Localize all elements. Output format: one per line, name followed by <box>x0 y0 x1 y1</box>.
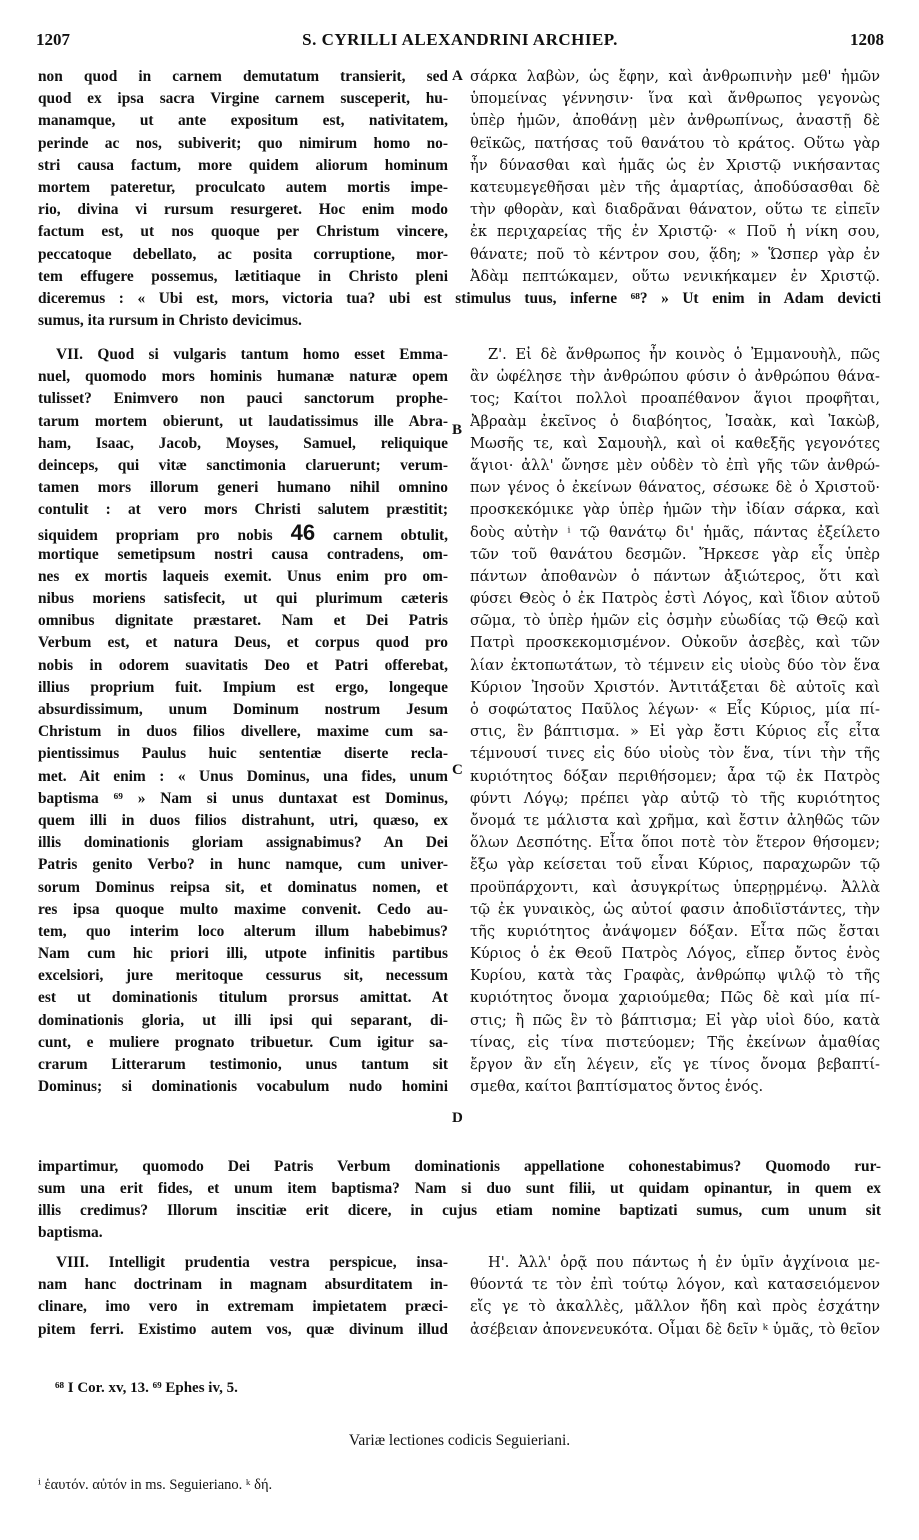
text-line: tem, quo interim loco alterum illum habebimus? <box>38 922 448 940</box>
text-line: sorum Dominus reipsa sit, et dominatus nomen, et <box>38 878 448 896</box>
text-line: ὁ σοφώτατος Παῦλος λέγων· « Εἷς Κύριος, μία πί- <box>470 701 880 718</box>
text-line: contulit : at vero mors Christi salutem præstitit; <box>38 501 448 519</box>
text-line: Κύριον Ἰησοῦν Χριστόν. Ἀντιτάξεται δὲ αὐτοῖς καὶ <box>470 678 880 696</box>
text-line: nuel, quomodo mors hominis humanæ naturæ opem <box>38 368 448 386</box>
text-line: mortem pateretur, proculcato autem mortis impe- <box>38 178 448 196</box>
text-line: Christum in duos filios divellere, maxime cum sa- <box>38 723 448 741</box>
text-line: pientissimus Paulus huic sententiæ diserte recla- <box>38 745 448 763</box>
text-line: Η'. Ἀλλ' ὁρᾷ που πάντως ἡ ἐν ὑμῖν ἀγχίνοια με- <box>488 1254 880 1271</box>
text-line: Πατρὶ προσκεκομισμένον. Οὐκοῦν ἀσεβὲς, καὶ τῶν <box>470 634 880 652</box>
text-line: crarum Litterarum testimonio, unus tantum sit <box>38 1056 448 1073</box>
text-line: ὑπὲρ ἡμῶν, ἀποθάνῃ μὲν ἀνθρωπίνως, ἀναστῇ δὲ <box>470 112 880 130</box>
text-line: excelsiori, jure meritoque cessurus sit, necessum <box>38 967 448 985</box>
text-line: quod ex ipsa sacra Virgine carnem susceperit, hu- <box>38 90 448 108</box>
latin-column-3 <box>38 1252 448 1341</box>
text-line: tem effugere possemus, lætitiaque in Christo pleni <box>38 267 448 285</box>
greek-column-2 <box>470 344 880 1098</box>
margin-mark-b: B <box>452 422 463 438</box>
text-line: Nam cum hic priori illi, utpote infinitis partibus <box>38 945 448 963</box>
text-line: Dominus; si dominationis vocabulum nudo homini <box>38 1078 448 1096</box>
text-line: ὑπομείνας γέννησιν· ἵνα καὶ ἄνθρωπος γεγονὼς <box>470 90 880 108</box>
text-line: clinare, imo vero in extremam impietatem præci- <box>38 1298 448 1316</box>
text-line: Κυρίου, κατὰ τὰς Γραφὰς, ἀνθρώπῳ ψιλῷ τὸ τῆς <box>470 967 880 985</box>
text-line: ἔργον ἂν εἴη λέγειν, εἴς γε τίνος ὄνομα βεβαπτί- <box>470 1056 880 1073</box>
text-line: pitem ferri. Existimo autem vos, quæ divinum illud <box>38 1320 448 1338</box>
text-line: baptisma ⁶⁹ » Nam si unus duntaxat est Dominus, <box>38 789 448 807</box>
text-line: nam hanc doctrinam in magnam absurditatem in- <box>38 1276 448 1294</box>
text-line: baptisma. <box>38 1224 103 1241</box>
text-line: ham, Isaac, Jacob, Moyses, Samuel, reliquique <box>38 434 448 452</box>
text-line: tamen mors illorum generi humano nihil omnino <box>38 479 448 497</box>
text-line: θεϊκῶς, πατήσας τοῦ θανάτου τὸ κράτος. Οὕτω γὰρ <box>470 134 880 152</box>
text-line: sum una erit fides, et unum item baptisma? Nam si duo sunt filii, ut quidam opinantur, in quem ex <box>38 1180 881 1198</box>
text-line: φύντι Λόγῳ; πρέπει γὰρ αὐτῷ τὸ τῆς κυριότητος <box>470 789 880 807</box>
text-line: est ut dominationis titulum prorsus amittat. At <box>38 989 448 1007</box>
text-line: τίνας, εἰς τίνα πιστεύομεν; Τῆς ἐκείνων ἀμαθίας <box>470 1033 880 1051</box>
text-line: tarum mortem obierunt, ut laudatissimus ille Abra- <box>38 412 448 430</box>
text-line: κυριότητος δόξαν περιθήσομεν; ἆρα τῷ ἐκ Πατρὸς <box>470 767 880 785</box>
text-line: factum est, ut nos quoque per Christum vincere, <box>38 223 448 241</box>
latin-column-1 <box>38 66 448 288</box>
text-line: dominationis gloria, ut illi ipsi qui separant, di- <box>38 1011 448 1029</box>
text-line: illis dominationis gloriam assignabimus? An Dei <box>38 834 448 852</box>
greek-column-1 <box>470 66 880 288</box>
text-line: κυριότητος ὄνομα χαριούμεθα; Πῶς δὲ καὶ μία πί- <box>470 989 880 1007</box>
text-line: εἴς γε τὸ ἀκαλλὲς, μᾶλλον ἤδη καὶ πρὸς ἐσχάτην <box>470 1298 880 1316</box>
text-line: Ἀβραὰμ ἐκεῖνος ὁ διαβόητος, Ἰσαὰκ, καὶ Ἰακὼβ, <box>470 412 880 430</box>
margin-mark-d: D <box>452 1110 463 1126</box>
text-line: τὴν φθορὰν, καὶ διαδρᾶναι θάνατον, οὕτω τε εἰπεῖν <box>470 201 880 219</box>
text-line: diceremus : « Ubi est, mors, victoria tua? ubi est stimulus tuus, inferne ⁶⁸? » Ut enim in Adam devicti <box>38 290 881 307</box>
text-line: perinde ac nos, subiverit; quo nimirum homo no- <box>38 134 448 152</box>
text-line: nibus moriens satisfecit, ut qui plurimum cæteris <box>38 590 448 608</box>
full-width-line-1 <box>38 288 881 310</box>
footnotes: ⁶⁸ I Cor. xv, 13. ⁶⁹ Ephes iv, 5. <box>55 1380 238 1396</box>
text-line: προϋπάρχοντι, καὶ ἀσυγκρίτως ὑπερῃρμένῳ. Ἀλλὰ <box>470 878 880 896</box>
text-line: stri causa factum, more quidem aliorum hominum <box>38 156 448 174</box>
text-line: siquidem propriam pro nobis 46 carnem obtulit, <box>38 521 448 544</box>
text-line: sumus, ita rursum in Christo devicimus. <box>38 312 302 329</box>
text-line: τῆς κυριότητος ἀνάψομεν δόξαν. Εἶτα πῶς ἔσται <box>470 922 880 940</box>
margin-mark-c: C <box>452 762 463 778</box>
text-line: τῶν τοῦ θανάτου δεσμῶν. Ἤρκεσε γὰρ εἷς ὑπὲρ <box>470 545 880 563</box>
text-line: ἅγιοι· ἀλλ' ὤνησε μὲν οὐδὲν τὸ ἐπὶ γῆς τῶν ἀνθρώ- <box>470 456 880 474</box>
latin-column-2 <box>38 344 448 1098</box>
text-line: tulisset? Enimvero non pauci sanctorum prophe- <box>38 390 448 408</box>
text-line: peccatoque debellato, ac posita corruptione, mor- <box>38 245 448 263</box>
text-line: res ipsa quoque multo maxime convenit. Cedo au- <box>38 900 448 918</box>
text-line: nes ex mortis laqueis exemit. Unus enim pro om- <box>38 567 448 585</box>
margin-mark-a: A <box>452 68 463 84</box>
text-line: omnibus dignitate præstaret. Nam et Dei Patris <box>38 612 448 630</box>
text-line: τέμνουσί τινες εἰς δύο υἱοὺς τὸν ἕνα, τίνι τὴν τῆς <box>470 745 880 763</box>
text-line: ἦν δύνασθαι καὶ ἡμᾶς ὡς ἐν Χριστῷ νικήσαντας <box>470 156 880 174</box>
text-line: ἀσέβειαν ἀπονενευκότα. Οἶμαι δὲ δεῖν ᵏ ὑμᾶς, τὸ θεῖον <box>470 1320 880 1338</box>
text-line: Patris genito Verbo? in hunc namque, cum univer- <box>38 856 448 874</box>
text-line: met. Ait enim : « Unus Dominus, una fides, unum <box>38 767 448 785</box>
latin-column-1-end <box>38 310 448 332</box>
text-line: Ἀδὰμ πεπτώκαμεν, οὕτω νενικήκαμεν ἐν Χριστῷ. <box>470 267 880 285</box>
text-line: δοὺς αὐτὴν ⁱ τῷ θανάτῳ δι' ἡμᾶς, πάντας ἐξείλετο <box>470 523 880 541</box>
text-line: rio, divina vi rursum resurgeret. Hoc enim modo <box>38 201 448 219</box>
text-line: θάνατε; ποῦ τὸ κέντρον σου, ᾅδη; » Ὥσπερ γὰρ ἐν <box>470 245 880 263</box>
page-number-left: 1207 <box>36 30 70 49</box>
text-line: Μωσῆς τε, καὶ Σαμουὴλ, καὶ οἱ καθεξῆς γεγονότες <box>470 434 880 452</box>
text-line: VII. Quod si vulgaris tantum homo esset Emma- <box>56 346 448 363</box>
text-line: ἂν ὠφέλησε τὴν ἀνθρώπου φύσιν ὁ ἀνθρώπου θάνα- <box>470 368 880 386</box>
variae-lectiones-notes: ⁱ ἑαυτόν. αὐτόν in ms. Seguieriano. ᵏ δή. <box>38 1477 273 1493</box>
text-line: πων γένος ὁ ἐκείνων θάνατος, σέσωκε δὲ ὁ Χριστοῦ· <box>470 479 880 497</box>
text-line: σάρκα λαβὼν, ὡς ἔφην, καὶ ἀνθρωπινὴν μεθ' ἡμῶν <box>470 68 880 85</box>
column-page-marker: 46 <box>290 521 316 544</box>
text-line: mortique semetipsum nostri causa contradens, om- <box>38 545 448 563</box>
greek-column-3 <box>470 1252 880 1341</box>
text-line: quem illi in duos filios distrahunt, utri, quæso, ex <box>38 811 448 829</box>
text-line: στις; ἢ πῶς ἓν τὸ βάπτισμα; Εἰ γὰρ υἱοὶ δύο, κατὰ <box>470 1011 880 1029</box>
page-number-right: 1208 <box>850 30 884 49</box>
running-title: S. CYRILLI ALEXANDRINI ARCHIEP. <box>302 30 618 49</box>
variae-lectiones-heading: Variæ lectiones codicis Seguieriani. <box>348 1432 571 1449</box>
text-line: Verbum est, et natura Deus, et corpus quod pro <box>38 634 448 652</box>
text-line: cunt, e muliere prognato tribuetur. Cum igitur sa- <box>38 1033 448 1051</box>
text-line: τῷ ἐκ γυναικὸς, ὡς αὐτοί φασιν ἀποδιϊστάντες, τὴν <box>470 900 880 918</box>
text-line: non quod in carnem demutatum transierit, sed <box>38 68 448 85</box>
text-line: φύσει Θεὸς ὁ ἐκ Πατρὸς ἐστὶ Λόγος, καὶ ἴδιον αὐτοῦ <box>470 590 880 608</box>
text-line: illis credimus? Illorum inscitiæ erit dicere, in cujus etiam nomine baptizati sumus, cum unum sit <box>38 1202 881 1220</box>
text-line: θύοντά τε τὸν ἐπὶ τούτῳ λόγον, καὶ κατασειόμενον <box>470 1276 880 1294</box>
latin-column-2-end <box>38 1222 448 1244</box>
text-line: manamque, ut ante expositum est, nativitatem, <box>38 112 448 130</box>
text-line: τος; Καίτοι πολλοὶ προαπέθανον ἅγιοι προφῆται, <box>470 390 880 408</box>
text-line: nobis in odorem suavitatis Deo et Patri offerebat, <box>38 656 448 674</box>
page-header <box>36 30 884 54</box>
text-line: προσκεκόμικε γὰρ ὑπὲρ ἡμῶν τὴν ἰδίαν σάρκα, καὶ <box>470 501 880 519</box>
text-line: absurdissimum, unum Dominum nostrum Jesum <box>38 701 448 718</box>
text-line: VIII. Intelligit prudentia vestra perspicue, insa- <box>56 1254 448 1271</box>
text-line: κατευμεγεθῆσαι μὲν τῆς ἁμαρτίας, ἀποδύσασθαι δὲ <box>470 178 880 196</box>
text-line: λίαν ἐκτοπωτάτων, τὸ τέμνειν εἰς υἱοὺς δύο τὸν ἕνα <box>470 656 880 674</box>
full-width-block-2 <box>38 1156 881 1223</box>
text-line: σμεθα, καίτοι βαπτίσματος ὄντος ἑνός. <box>470 1078 764 1096</box>
text-line: Κύριος ὁ ἐκ Θεοῦ Πατρὸς Λόγος, εἴπερ ὄντος ἑνὸς <box>470 945 880 963</box>
text-line: illius proprium fuit. Impium est ergo, longeque <box>38 678 448 696</box>
text-line: ὄνομά τε μάλιστα καὶ χρῆμα, καὶ ἔστιν ἀληθῶς τῶν <box>470 811 880 829</box>
text-line: ἔξω γὰρ κείσεται τοῦ εἶναι Κύριος, παραχωρῶν τῷ <box>470 856 880 874</box>
text-line: Ζ'. Εἰ δὲ ἄνθρωπος ἦν κοινὸς ὁ Ἐμμανουὴλ, πῶς <box>488 346 880 363</box>
text-line: ὅλων Δεσπότης. Εἶτα ὅποι ποτὲ τὸν ἕτερον θήσομεν; <box>470 834 880 852</box>
text-line: στις, ἓν βάπτισμα. » Εἰ γὰρ ἔστι Κύριος εἷς εἶτα <box>470 723 880 741</box>
text-line: σῶμα, τὸ ὑπὲρ ἡμῶν εἰς ὀσμὴν εὐωδίας τῷ Θεῷ καὶ <box>470 612 880 630</box>
text-line: impartimur, quomodo Dei Patris Verbum dominationis appellatione cohonestabimus? Quomodo rur- <box>38 1158 881 1175</box>
text-line: deinceps, qui vitæ sanctimonia claruerunt; verum- <box>38 456 448 474</box>
text-line: πάντων ἀποθανὼν ὁ πάντων ἀξιώτερος, ὅτι καὶ <box>470 567 880 585</box>
text-line: ἐκ περιχαρείας τῆς ἐν Χριστῷ· « Ποῦ ἡ νίκη σου, <box>470 223 880 241</box>
